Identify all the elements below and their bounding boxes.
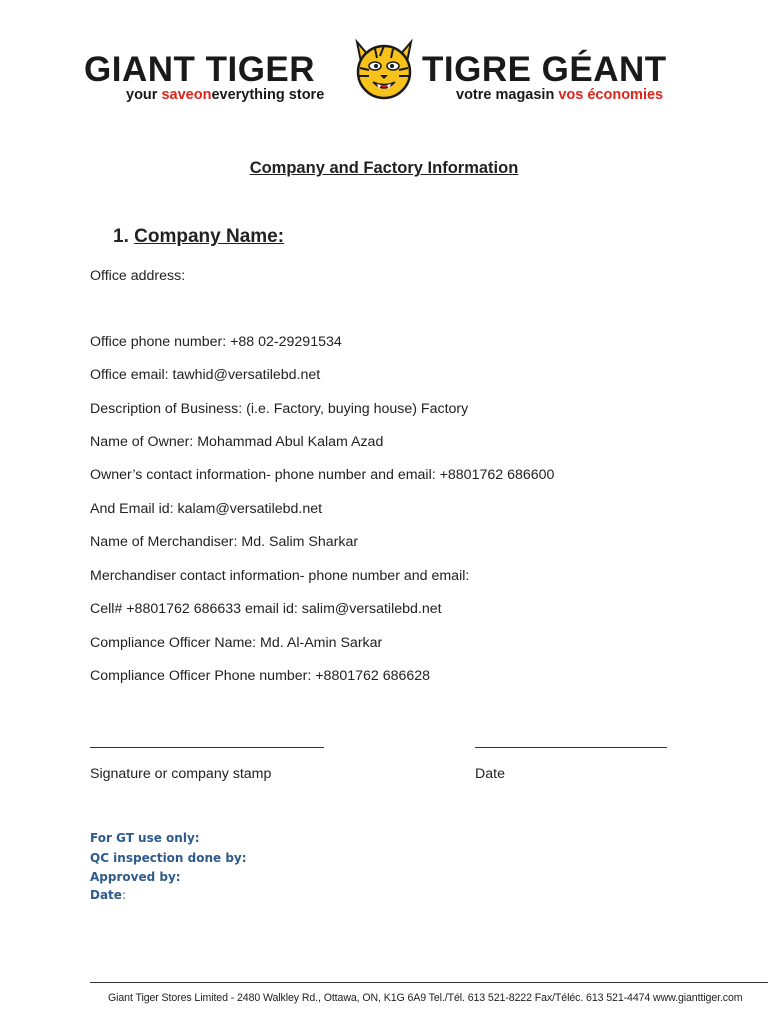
footer-address: Giant Tiger Stores Limited - 2480 Walkley Rd., Ottawa, ON, K1G 6A9 Tel./Tél. 613 521-8222 Fax/Téléc. 613 521-4474 www.gianttiger.com <box>108 992 743 1004</box>
tagline-french: votre magasin vos économies <box>456 87 664 103</box>
gt-date-label: Date: <box>90 888 126 902</box>
field-merchandiser-cell-email: Cell# +8801762 686633 email id: salim@versatilebd.net <box>90 601 442 617</box>
field-compliance-officer-name: Compliance Officer Name: Md. Al-Amin Sarkar <box>90 635 383 651</box>
date-label: Date <box>475 766 505 782</box>
field-owner-email: And Email id: kalam@versatilebd.net <box>90 501 323 517</box>
field-compliance-officer-phone: Compliance Officer Phone number: +8801762 686628 <box>90 668 431 684</box>
document-title: Company and Factory Information <box>249 159 519 177</box>
letterhead <box>84 30 696 110</box>
gt-use-heading: For GT use only: <box>90 831 200 845</box>
brand-name-english: GIANT TIGER <box>84 50 316 89</box>
tiger-mascot-logo <box>347 34 421 104</box>
tagline-english: your saveoneverything store <box>126 87 325 103</box>
signature-line <box>90 747 324 748</box>
brand-name-french: TIGRE GÉANT <box>422 50 667 89</box>
field-business-description: Description of Business: (i.e. Factory, buying house) Factory <box>90 401 469 417</box>
field-office-email: Office email: tawhid@versatilebd.net <box>90 367 321 383</box>
field-office-phone: Office phone number: +88 02-29291534 <box>90 334 342 350</box>
field-merchandiser-contact-label: Merchandiser contact information- phone number and email: <box>90 568 470 584</box>
gt-qc-inspection-label: QC inspection done by: <box>90 851 247 865</box>
field-office-address: Office address: <box>90 268 186 284</box>
date-line <box>475 747 667 748</box>
field-owner-contact: Owner’s contact information- phone number and email: +8801762 686600 <box>90 467 555 483</box>
field-merchandiser-name: Name of Merchandiser: Md. Salim Sharkar <box>90 534 359 550</box>
field-owner-name: Name of Owner: Mohammad Abul Kalam Azad <box>90 434 384 450</box>
section-heading-company-name: 1. Company Name: <box>113 226 285 247</box>
signature-label: Signature or company stamp <box>90 766 272 782</box>
footer-divider <box>90 982 768 983</box>
gt-approved-by-label: Approved by: <box>90 870 181 884</box>
